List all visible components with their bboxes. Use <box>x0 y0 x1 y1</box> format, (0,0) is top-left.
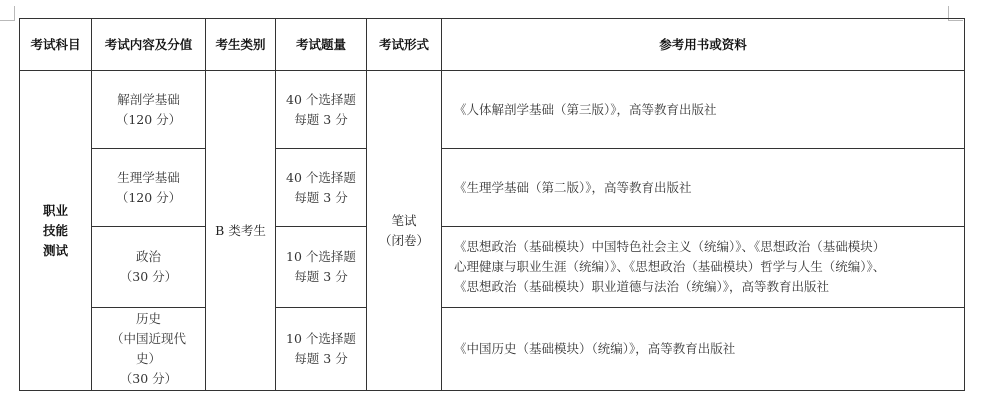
content-line: （30 分） <box>119 371 178 386</box>
exam-table <box>19 18 965 391</box>
content-cell <box>92 71 206 149</box>
subject-cell <box>20 71 92 391</box>
question-count-cell <box>276 71 367 149</box>
content-cell <box>92 308 206 391</box>
content-line: 史） <box>135 351 161 366</box>
reference-line: 《中国历史（基础模块）（统编）》，高等教育出版社 <box>454 341 736 356</box>
content-line: 历史 <box>135 311 161 326</box>
subject-line: 测试 <box>42 242 68 258</box>
references-cell <box>442 149 965 227</box>
content-line: （120 分） <box>115 189 182 205</box>
content-line: 解剖学基础 <box>117 91 180 107</box>
references-cell <box>442 71 965 149</box>
header-subject: 考试科目 <box>20 19 92 71</box>
subject-line: 职业 <box>42 202 68 218</box>
content-cell <box>92 227 206 308</box>
table-header-row <box>20 19 965 71</box>
question-line: 每题 3 分 <box>294 269 348 284</box>
reference-line: 《人体解剖学基础（第三版）》，高等教育出版社 <box>454 101 717 117</box>
table-row <box>20 308 965 391</box>
references-cell <box>442 308 965 391</box>
question-line: 每题 3 分 <box>294 111 348 127</box>
question-line: 40 个选择题 <box>286 91 356 107</box>
content-line: （30 分） <box>119 269 178 284</box>
reference-line: 心理健康与职业生涯（统编）》、《思想政治（基础模块）哲学与人生（统编）》、 <box>454 259 886 274</box>
header-format: 考试形式 <box>367 19 442 71</box>
header-content: 考试内容及分值 <box>92 19 206 71</box>
content-line: 政治 <box>135 249 161 264</box>
page-corner-mark-left <box>0 6 15 21</box>
question-count-cell <box>276 149 367 227</box>
question-count-cell <box>276 227 367 308</box>
header-references: 参考用书或资料 <box>442 19 965 71</box>
content-line: （中国近现代 <box>110 331 186 346</box>
reference-line: 《生理学基础（第二版）》，高等教育出版社 <box>454 179 692 195</box>
question-count-cell <box>276 308 367 391</box>
reference-line: 《思想政治（基础模块）职业道德与法治（统编）》，高等教育出版社 <box>454 279 830 294</box>
content-line: 生理学基础 <box>117 169 180 185</box>
header-category: 考生类别 <box>206 19 276 71</box>
question-line: 每题 3 分 <box>294 351 348 366</box>
question-line: 10 个选择题 <box>286 249 356 264</box>
question-line: 每题 3 分 <box>294 189 348 205</box>
header-question-count: 考试题量 <box>276 19 367 71</box>
format-line: （闭卷） <box>378 232 429 248</box>
references-cell <box>442 227 965 308</box>
reference-line: 《思想政治（基础模块）中国特色社会主义（统编）》、《思想政治（基础模块） <box>454 239 886 254</box>
table-row <box>20 149 965 227</box>
table-row <box>20 227 965 308</box>
category-cell: B 类考生 <box>206 71 276 391</box>
question-line: 10 个选择题 <box>286 331 356 346</box>
question-line: 40 个选择题 <box>286 169 356 185</box>
format-line: 笔试 <box>391 212 417 228</box>
content-line: （120 分） <box>115 111 182 127</box>
content-cell <box>92 149 206 227</box>
format-cell <box>367 71 442 391</box>
subject-line: 技能 <box>42 222 68 238</box>
table-row <box>20 71 965 149</box>
